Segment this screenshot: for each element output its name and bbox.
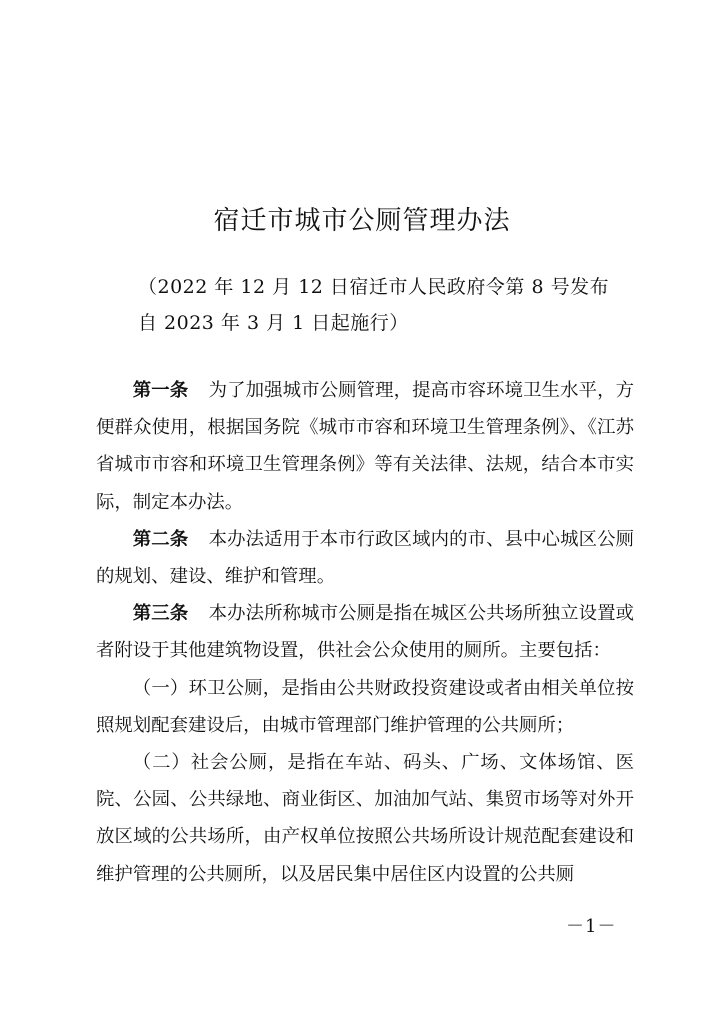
article-text: 本办法所称城市公厕是指在城区公共场所独立设置或者附设于其他建筑物设置，供社会公众使用的厕所。主要包括：	[96, 603, 634, 662]
issuance-note-line-1: （2022 年 12 月 12 日宿迁市人民政府令第 8 号发布	[138, 276, 610, 298]
list-item-1: （一）环卫公厕，是指由公共财政投资建设或者由相关单位按照规划配套建设后，由城市管理部门维护管理的公共厕所；	[96, 677, 634, 736]
article-1	[96, 372, 634, 521]
article-heading: 第二条	[132, 528, 189, 550]
page-number: －1－	[566, 916, 617, 937]
list-item-2: （二）社会公厕，是指在车站、码头、广场、文体场馆、医院、公园、公共绿地、商业街区、加油加气站、集贸市场等对外开放区域的公共场所，由产权单位按照公共场所设计规范配套建设和维护管理的公共厕所，以及居民集中居住区内设置的公共厕	[96, 752, 634, 885]
document-title: 宿迁市城市公厕管理办法	[213, 206, 511, 236]
article-heading: 第三条	[132, 603, 189, 625]
article-text: 本办法适用于本市行政区域内的市、县中心城区公厕的规划、建设、维护和管理。	[96, 528, 634, 588]
article-3	[96, 595, 634, 669]
article-text: 为了加强城市公厕管理，提高市容环境卫生水平，方便群众使用，根据国务院《城市市容和环境卫生管理条例》、《江苏省城市市容和环境卫生管理条例》等有关法律、法规，结合本市实际，制定本办法。	[96, 380, 634, 513]
document-body	[96, 372, 634, 893]
issuance-note-line-2: 自 2023 年 3 月 1 日起施行）	[138, 312, 409, 334]
article-heading: 第一条	[132, 380, 189, 401]
article-2	[96, 521, 634, 595]
